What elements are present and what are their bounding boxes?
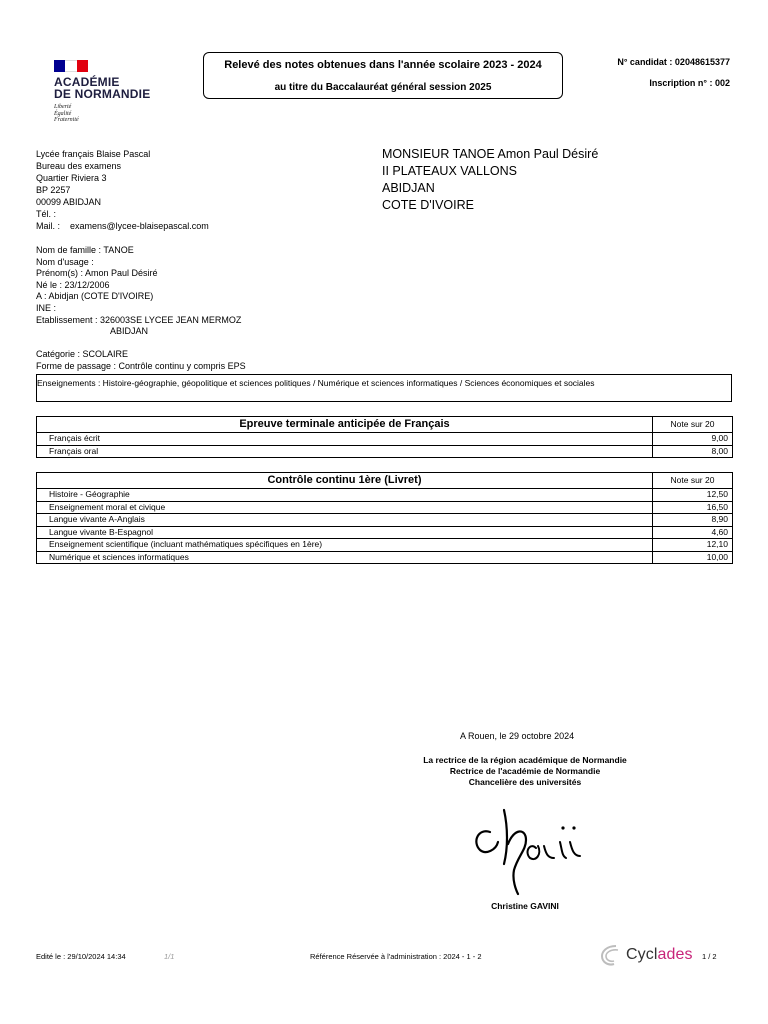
note-header: Note sur 20 [653, 473, 733, 489]
grade-cell: 16,50 [653, 501, 733, 514]
school-mail: examens@lycee-blaisepascal.com [70, 221, 209, 231]
table-row [37, 551, 733, 564]
recipient-address-block [382, 146, 598, 214]
grade-cell: 10,00 [653, 551, 733, 564]
family-name: Nom de famille : TANOE [36, 245, 134, 255]
exam-form: Forme de passage : Contrôle continu y compris EPS [36, 360, 246, 371]
ine: INE : [36, 302, 57, 313]
school-tel: Tél. : [36, 209, 57, 219]
table-row [37, 539, 733, 552]
recipient-line3: ABIDJAN [382, 181, 435, 195]
subject-cell: Français oral [37, 445, 653, 458]
signatory-name: Christine GAVINI [491, 901, 559, 911]
grade-cell: 12,10 [653, 539, 733, 552]
document-subtitle: au titre du Baccalauréat général session 2025 [274, 82, 492, 93]
table-header-row [37, 417, 733, 433]
academie-name-line1: ACADÉMIE [54, 75, 120, 89]
subject-cell: Langue vivante A-Anglais [37, 514, 653, 527]
grade-cell: 8,90 [653, 514, 733, 527]
marianne-flag-icon [54, 60, 88, 72]
motto-liberte: Liberté [54, 104, 72, 110]
candidate-number: N° candidat : 02048615377 [617, 57, 730, 67]
signatory-title-2: Rectrice de l'académie de Normandie [449, 766, 601, 776]
cyclades-wordmark-b: ades [657, 946, 693, 963]
republic-motto [54, 104, 164, 124]
table-row [37, 445, 733, 458]
academie-name-line2: DE NORMANDIE [54, 87, 151, 101]
grade-cell: 9,00 [653, 433, 733, 446]
signatory-title-3: Chancelière des universités [468, 777, 582, 787]
school-bp: BP 2257 [36, 185, 71, 195]
handwritten-signature [468, 798, 598, 898]
establishment-city: ABIDJAN [110, 326, 149, 337]
motto-fraternite: Fraternité [54, 117, 79, 123]
cyclades-logo [600, 942, 693, 968]
place-date: A Rouen, le 29 octobre 2024 [460, 731, 575, 741]
table-row [37, 489, 733, 502]
continuous-assessment-table [36, 472, 733, 564]
recipient-name: MONSIEUR TANOE Amon Paul Désiré [382, 147, 599, 161]
birth-place: A : Abidjan (COTE D'IVOIRE) [36, 291, 154, 302]
grade-cell: 4,60 [653, 526, 733, 539]
cyclades-swirl-icon [600, 942, 622, 968]
subject-cell: Histoire - Géographie [37, 489, 653, 502]
page-number: 1 / 2 [702, 952, 717, 961]
flag-blue-stripe [54, 60, 65, 72]
candidate-identity-block [36, 245, 241, 338]
school-mail-line [36, 220, 209, 232]
flag-white-stripe [65, 60, 76, 72]
table-row [37, 526, 733, 539]
table-header-row [37, 473, 733, 489]
subject-cell: Enseignement moral et civique [37, 501, 653, 514]
subject-cell: Enseignement scientifique (incluant mathématiques spécifiques en 1ère) [37, 539, 653, 552]
document-title: Relevé des notes obtenues dans l'année scolaire 2023 - 2024 [224, 59, 542, 71]
cc-table-title: Contrôle continu 1ère (Livret) [37, 473, 653, 489]
signatory-title-1: La rectrice de la région académique de Normandie [423, 755, 627, 765]
school-street: Quartier Riviera 3 [36, 173, 107, 183]
table-row [37, 514, 733, 527]
page-fraction: 1/1 [164, 952, 175, 961]
motto-egalite: Égalité [54, 110, 72, 117]
recipient-country: COTE D'IVOIRE [382, 198, 474, 212]
birth-date: Né le : 23/12/2006 [36, 279, 110, 290]
admin-reference: Référence Réservée à l'administration : 2024 - 1 - 2 [310, 952, 482, 961]
first-names: Prénom(s) : Amon Paul Désiré [36, 268, 158, 279]
document-title-box [203, 52, 563, 99]
subject-cell: Français écrit [37, 433, 653, 446]
subject-cell: Langue vivante B-Espagnol [37, 526, 653, 539]
inscription-number: Inscription n° : 002 [649, 78, 730, 88]
academie-logo [54, 60, 164, 124]
french-exam-table [36, 416, 733, 458]
signatory-titles [360, 755, 690, 788]
usage-name: Nom d'usage : [36, 256, 94, 267]
school-name: Lycée français Blaise Pascal [36, 149, 151, 159]
category-block [36, 349, 246, 372]
grade-cell: 8,00 [653, 445, 733, 458]
school-office: Bureau des examens [36, 161, 122, 171]
school-city: 00099 ABIDJAN [36, 197, 102, 207]
recipient-line2: II PLATEAUX VALLONS [382, 164, 518, 178]
table-row [37, 501, 733, 514]
enseignements-box: Enseignements : Histoire-géographie, géopolitique et sciences politiques / Numérique et sciences informatiques / Sciences économiques et sociales [36, 374, 732, 402]
category: Catégorie : SCOLAIRE [36, 349, 129, 359]
establishment: Etablissement : 326003SE LYCEE JEAN MERMOZ [36, 314, 242, 325]
grade-cell: 12,50 [653, 489, 733, 502]
edited-date: Edité le : 29/10/2024 14:34 [36, 952, 126, 961]
school-address-block [36, 148, 209, 232]
school-mail-label: Mail. : [36, 221, 61, 231]
table-row [37, 433, 733, 446]
cyclades-wordmark-a: Cycl [626, 946, 658, 963]
flag-red-stripe [77, 60, 88, 72]
subject-cell: Numérique et sciences informatiques [37, 551, 653, 564]
note-header: Note sur 20 [653, 417, 733, 433]
french-table-title: Epreuve terminale anticipée de Français [37, 417, 653, 433]
cyclades-wordmark [626, 946, 693, 964]
